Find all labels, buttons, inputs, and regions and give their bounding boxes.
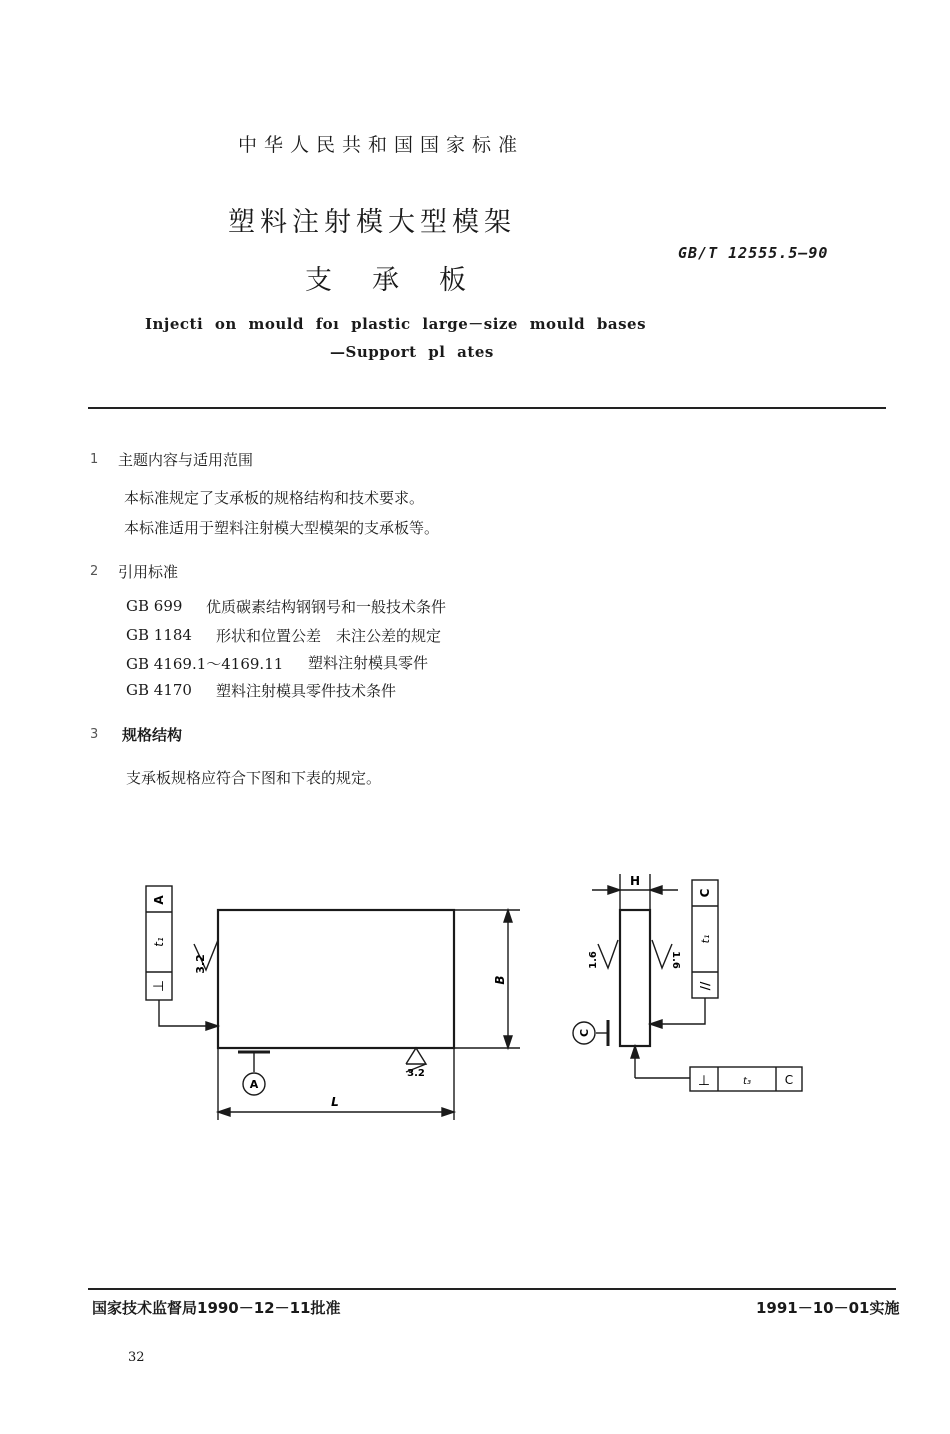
approval-note: 国家技术监督局1990－12－11批准 [92,1299,341,1317]
roughness-side-right-label: 1.6 [670,951,681,969]
section-title: 规格结构 [122,726,183,744]
document-title: 塑料注射模大型模架 [228,207,516,238]
english-title-line2: —Support pl ates [330,343,494,361]
datum-c-ref-label: C [698,888,712,898]
reference-title: 塑料注射模具零件 [308,654,429,672]
support-plate-drawing [130,860,830,1130]
footer-rule [88,1288,896,1290]
paragraph: 本标准规定了支承板的规格结构和技术要求。 [124,489,425,507]
reference-title: 塑料注射模具零件技术条件 [216,682,397,700]
perp-value-side: t₃ [743,1076,751,1087]
standard-code: GB/T 12555.5—90 [678,244,829,262]
perp-symbol-side: ⊥ [697,1073,711,1089]
reference-code: GB 4169.1～4169.11 [126,655,284,673]
reference-title: 优质碳素结构钢钢号和一般技术条件 [206,598,447,616]
paragraph: 本标准适用于塑料注射模大型模架的支承板等。 [124,519,440,537]
dimension-l-label: L [331,1095,339,1109]
parallel-symbol: // [698,981,712,991]
tolerance-value-label: t₁ [152,937,166,947]
section-title: 引用标准 [118,563,179,581]
section-number: 3 [90,727,99,742]
paragraph: 支承板规格应符合下图和下表的规定。 [126,769,382,787]
roughness-left-label: 3.2 [194,954,207,974]
parallel-value-label: t₁ [699,934,712,944]
perp-datum-side: C [784,1073,794,1087]
roughness-side-left-label: 1.6 [588,951,599,969]
perpendicular-symbol: ⊥ [151,979,167,993]
reference-title: 形状和位置公差 未注公差的规定 [216,627,442,645]
english-title-line1: Injecti on mould foı plastic large－size mould bases [145,315,647,333]
reference-code: GB 1184 [126,626,192,644]
reference-code: GB 4170 [126,681,192,699]
page-number: 32 [128,1350,145,1365]
roughness-bottom-label: 3.2 [407,1068,425,1079]
datum-c-label: C [578,1028,591,1038]
national-standard-heading: 中华人民共和国国家标准 [238,134,525,156]
reference-code: GB 699 [126,597,183,615]
section-number: 2 [90,564,99,579]
section-number: 1 [90,452,99,467]
datum-a-ref-label: A [152,895,166,905]
dimension-h-label: H [629,874,641,888]
section-title: 主题内容与适用范围 [118,451,254,469]
implementation-date: 1991－10－01实施 [756,1299,900,1317]
datum-a-label: A [249,1078,259,1091]
document-subtitle: 支承板 [305,265,506,296]
dimension-b-label: B [493,975,507,985]
plate-side-view [620,910,650,1046]
plate-front-view [218,910,454,1048]
header-rule [88,407,886,409]
